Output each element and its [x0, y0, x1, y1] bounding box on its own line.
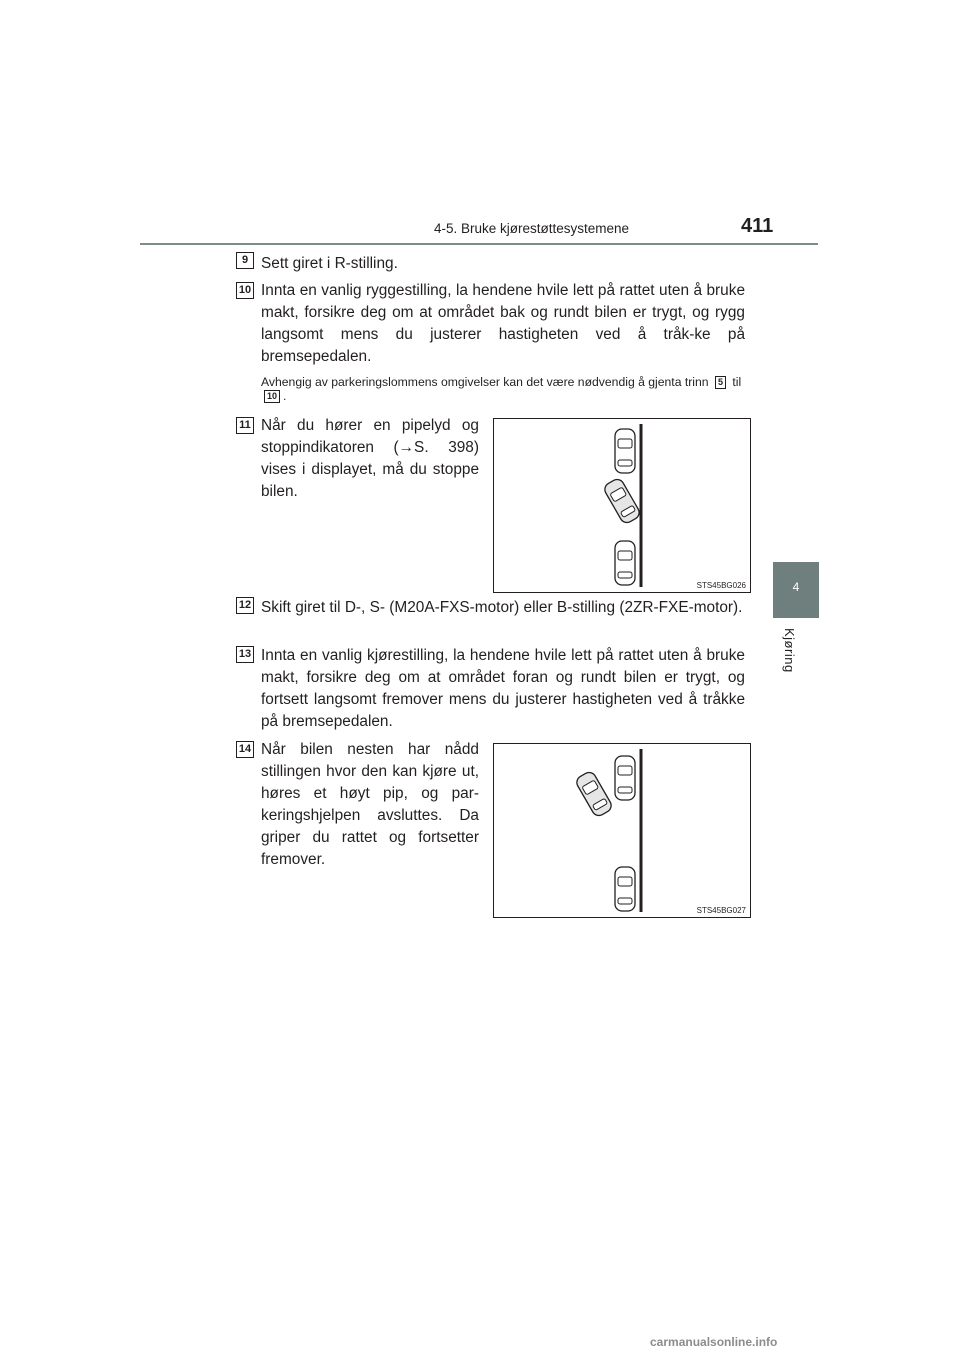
step-11-number: 11 — [236, 417, 254, 434]
parking-figure-reverse — [493, 418, 751, 593]
step-10-number: 10 — [236, 282, 254, 299]
parked-car-rear-icon — [615, 541, 635, 585]
parked-car-rear-icon — [615, 867, 635, 911]
page-number: 411 — [741, 215, 774, 237]
step-9-number: 9 — [236, 252, 254, 269]
parked-car-front-icon — [615, 429, 635, 473]
section-title: 4-5. Bruke kjørestøttesystemene — [434, 221, 630, 236]
figure-code: STS45BG027 — [696, 906, 746, 915]
step-14-text: Når bilen nesten har nådd stillingen hvor den kan kjøre ut, høres et høyt pip, og par-keringshjelpen avsluttes. Da griper du rattet og fortsetter fremover. — [261, 741, 479, 868]
step-12-number: 12 — [236, 597, 254, 614]
step-ref-5: 5 — [715, 376, 726, 389]
step-13-text: Innta en vanlig kjørestilling, la hendene hvile lett på rattet uten å bruke makt, forsikre deg om at området foran og rundt bilen er trygt, og fortsett langsomt fremover mens du justerer hastigheten ved å tråkke på bremsepedalen. — [261, 647, 745, 730]
parking-diagram-2 — [494, 744, 750, 917]
chapter-number: 4 — [792, 580, 800, 594]
note-text: Avhengig av parkeringslommens omgivelser kan det være nødvendig å gjenta trinn 5 til 10 . — [261, 375, 742, 403]
figure-code: STS45BG026 — [696, 581, 746, 590]
footer-watermark[interactable]: carmanualsonline.info — [650, 1335, 778, 1349]
step-13-number: 13 — [236, 646, 254, 663]
step-10-text: Innta en vanlig ryggestilling, la hendene hvile lett på rattet uten å bruke makt, forsikre deg om at området bak og rundt bilen er trygt, og rygg langsomt mens du justerer hastigheten ved å tråk-ke på bremsepedalen. — [261, 282, 745, 365]
chapter-tab — [773, 562, 819, 618]
parking-diagram-1 — [494, 419, 750, 592]
step-12-text: Skift giret til D-, S- (M20A-FXS-motor) eller B-stilling (2ZR-FXE-motor). — [261, 599, 743, 616]
step-9-text: Sett giret i R-stilling. — [261, 255, 398, 272]
chapter-label: Kjøring — [782, 628, 797, 673]
parked-car-front-icon — [615, 756, 635, 800]
parking-figure-exit — [493, 743, 751, 918]
header-divider — [140, 243, 818, 245]
step-ref-10: 10 — [264, 390, 280, 403]
step-14-number: 14 — [236, 741, 254, 758]
own-car-icon — [574, 770, 613, 818]
own-car-icon — [602, 477, 641, 525]
step-11-text: Når du hører en pipelyd og stoppindikatoren (→S. 398) vises i displayet, må du stoppe bilen. — [261, 417, 479, 500]
